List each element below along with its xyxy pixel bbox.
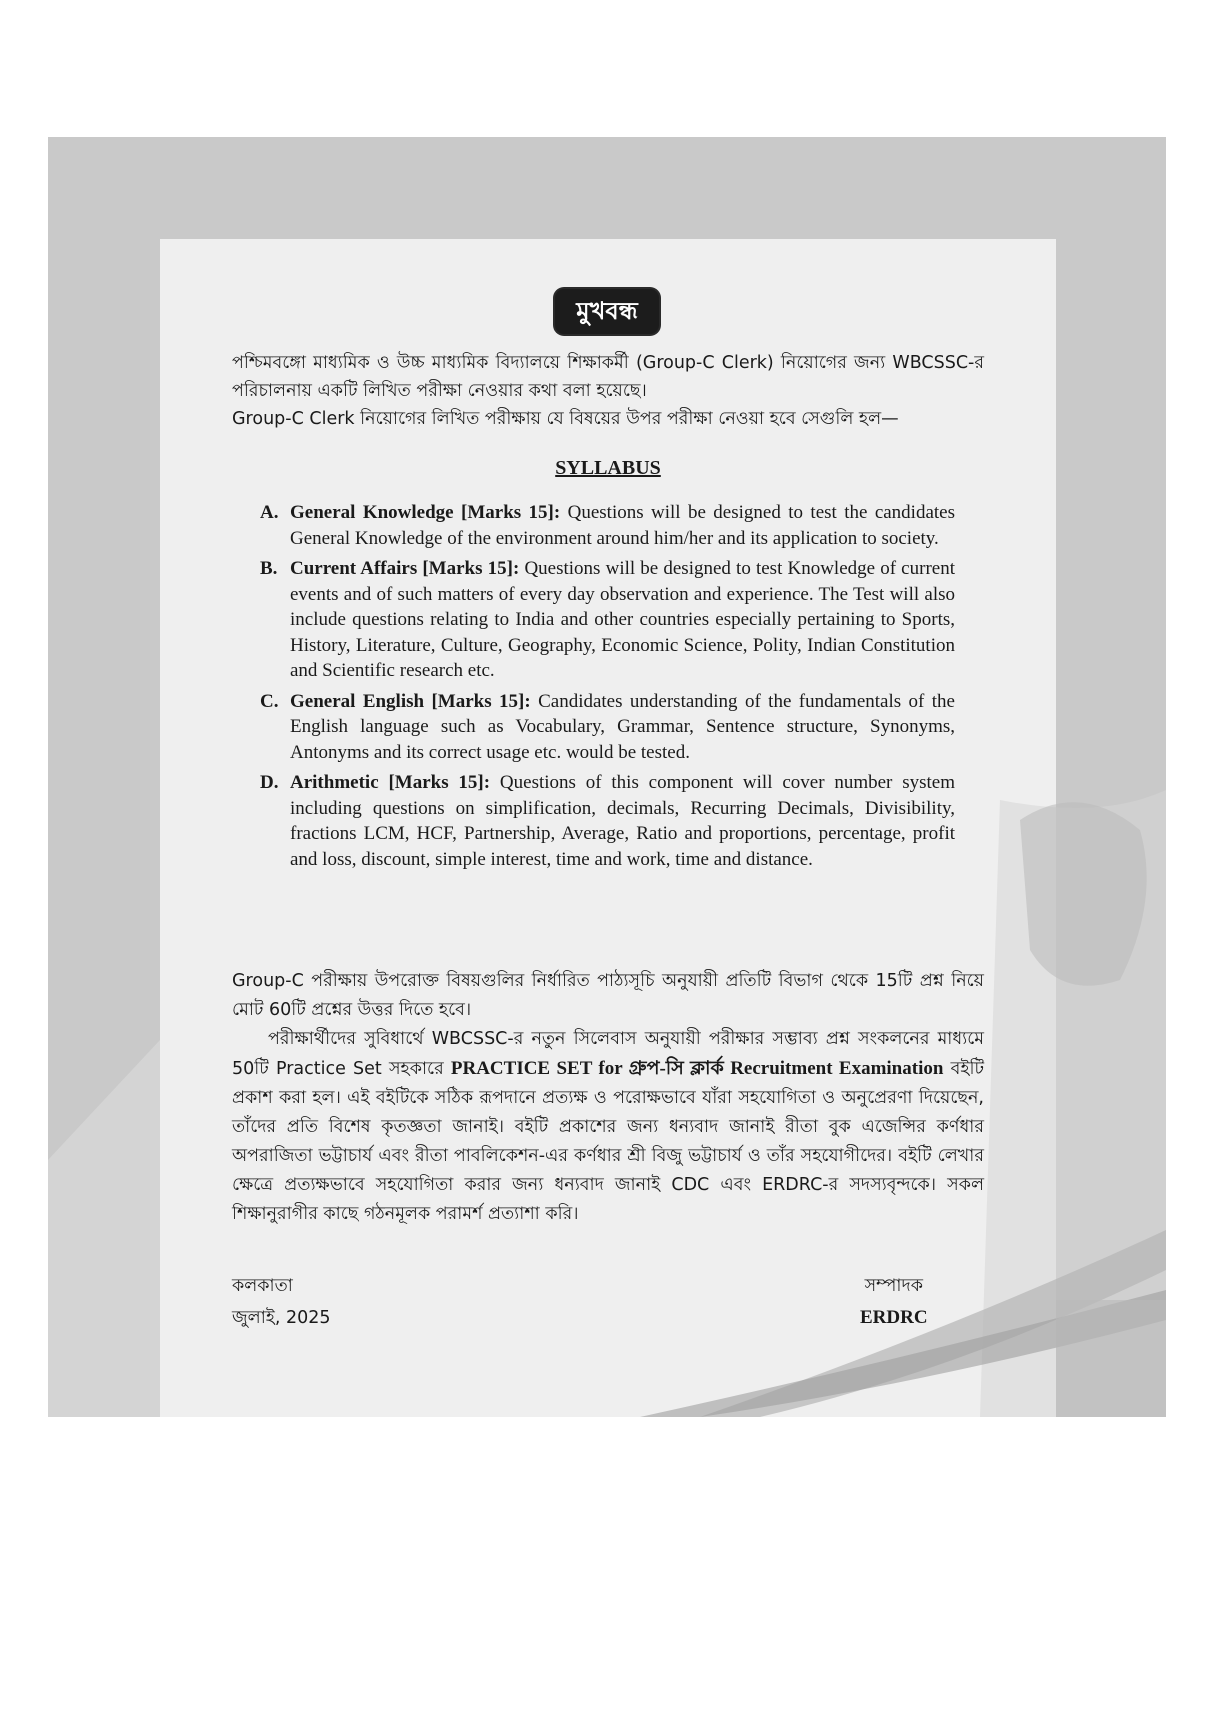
syllabus-body — [290, 770, 955, 872]
page-title: মুখবন্ধ — [555, 289, 659, 334]
syllabus-letter: D. — [260, 772, 279, 793]
syllabus-text: Candidates understanding of the fundamentals of the English language such as Vocabulary, Grammar, Sentence structure, Synonyms, Antonyms and its correct usage etc. would be tested. — [290, 690, 955, 763]
intro-section — [232, 349, 984, 433]
syllabus-letter: B. — [260, 558, 278, 579]
syllabus-letter: C. — [260, 690, 279, 712]
sign-place: কলকাতা — [232, 1276, 293, 1296]
syllabus-title: Current Affairs [Marks 15]: — [290, 558, 520, 579]
sign-org: ERDRC — [860, 1307, 928, 1328]
syllabus-title: General Knowledge [Marks 15]: — [290, 502, 561, 523]
syllabus-item — [260, 689, 955, 766]
syllabus-body — [290, 556, 955, 684]
syllabus-item — [260, 556, 955, 684]
preface-page — [160, 239, 1056, 1417]
syllabus-title: Arithmetic [Marks 15]: — [290, 772, 491, 793]
intro-paragraph: Group-C Clerk নিয়োগের লিখিত পরীক্ষায় যে বিষয়ের উপর পরীক্ষা নেওয়া হবে সেগুলি হল— — [232, 409, 899, 429]
intro-paragraph: পশ্চিমবঙ্গো মাধ্যমিক ও উচ্চ মাধ্যমিক বিদ্যালয়ে শিক্ষাকর্মী (Group-C Clerk) নিয়োগের জন্য WBCSSC-র পরিচালনায় একটি লিখিত পরীক্ষা নেওয়ার কথা বলা হয়েছে। — [232, 353, 984, 401]
sign-date: জুলাই, 2025 — [232, 1308, 331, 1328]
syllabus-item — [260, 500, 955, 551]
outro-paragraph — [232, 1025, 984, 1229]
outro-paragraph: Group-C পরীক্ষায় উপরোক্ত বিষয়গুলির নির্ধারিত পাঠ্যসূচি অনুযায়ী প্রতিটি বিভাগ থেকে 15টি প্রশ্ন নিয়ে মোট 60টি প্রশ্নের উত্তর দিতে হবে। — [232, 971, 984, 1020]
sign-role: সম্পাদক — [864, 1276, 923, 1296]
signature-place-date — [232, 1270, 331, 1334]
outro-text: পরীক্ষার্থীদের সুবিধার্থে WBCSSC-র নতুন সিলেবাস অনুযায়ী পরীক্ষার সম্ভাব্য প্রশ্ন সংকলনের মাধ্যমে 50টি Practice Set সহকারে — [232, 1029, 984, 1079]
syllabus-text: Questions will be designed to test Knowledge of current events and of such matters of every day observation and experience. The Test will also include questions relating to India and other countries especially pertaining to Sports, History, Literature, Culture, Geography, Economic Science, Polity, Indian Constitution and Scientific research etc. — [290, 558, 955, 681]
outro-section — [232, 967, 984, 1229]
syllabus-text: Questions of this component will cover number system including questions on simplification, decimals, Recurring Decimals, Divisibility, fractions LCM, HCF, Partnership, Average, Ratio and proportions, percentage, profit and loss, discount, simple interest, time and work, time and distance. — [290, 772, 955, 870]
syllabus-heading: SYLLABUS — [555, 457, 661, 479]
syllabus-letter: A. — [260, 502, 279, 523]
syllabus-title: General English [Marks 15]: — [290, 690, 531, 712]
outro-text: বইটি প্রকাশ করা হল। এই বইটিকে সঠিক রূপদানে প্রত্যক্ষ ও পরোক্ষভাবে যাঁরা সহযোগিতা ও অনুপ্রেরণা দিয়েছেন, তাঁদের প্রতি বিশেষ কৃতজ্ঞতা জানাই। বইটি প্রকাশের জন্য ধন্যবাদ জানাই রীতা বুক এজেন্সির কর্ণধার অপরাজিতা ভট্টাচার্য এবং রীতা পাবলিকেশন-এর কর্ণধার শ্রী বিজু ভট্টাচার্য ও তাঁর সহযোগীদের। বইটি লেখার ক্ষেত্রে প্রত্যক্ষভাবে সহযোগিতা করার জন্য ধন্যবাদ জানাই CDC এবং ERDRC-র সদস্যবৃন্দকে। সকল শিক্ষানুরাগীর কাছে গঠনমূলক পরামর্শ প্রত্যাশা করি। — [232, 1059, 984, 1224]
syllabus-item — [260, 770, 955, 872]
syllabus-list — [260, 500, 955, 877]
syllabus-body — [290, 689, 955, 766]
syllabus-text: Questions will be designed to test the candidates General Knowledge of the environment around him/her and its application to society. — [290, 502, 956, 549]
syllabus-body — [290, 500, 955, 551]
signature-editor — [860, 1270, 928, 1334]
book-title: PRACTICE SET for গ্রুপ-সি ক্লার্ক Recruitment Examination — [450, 1058, 944, 1079]
